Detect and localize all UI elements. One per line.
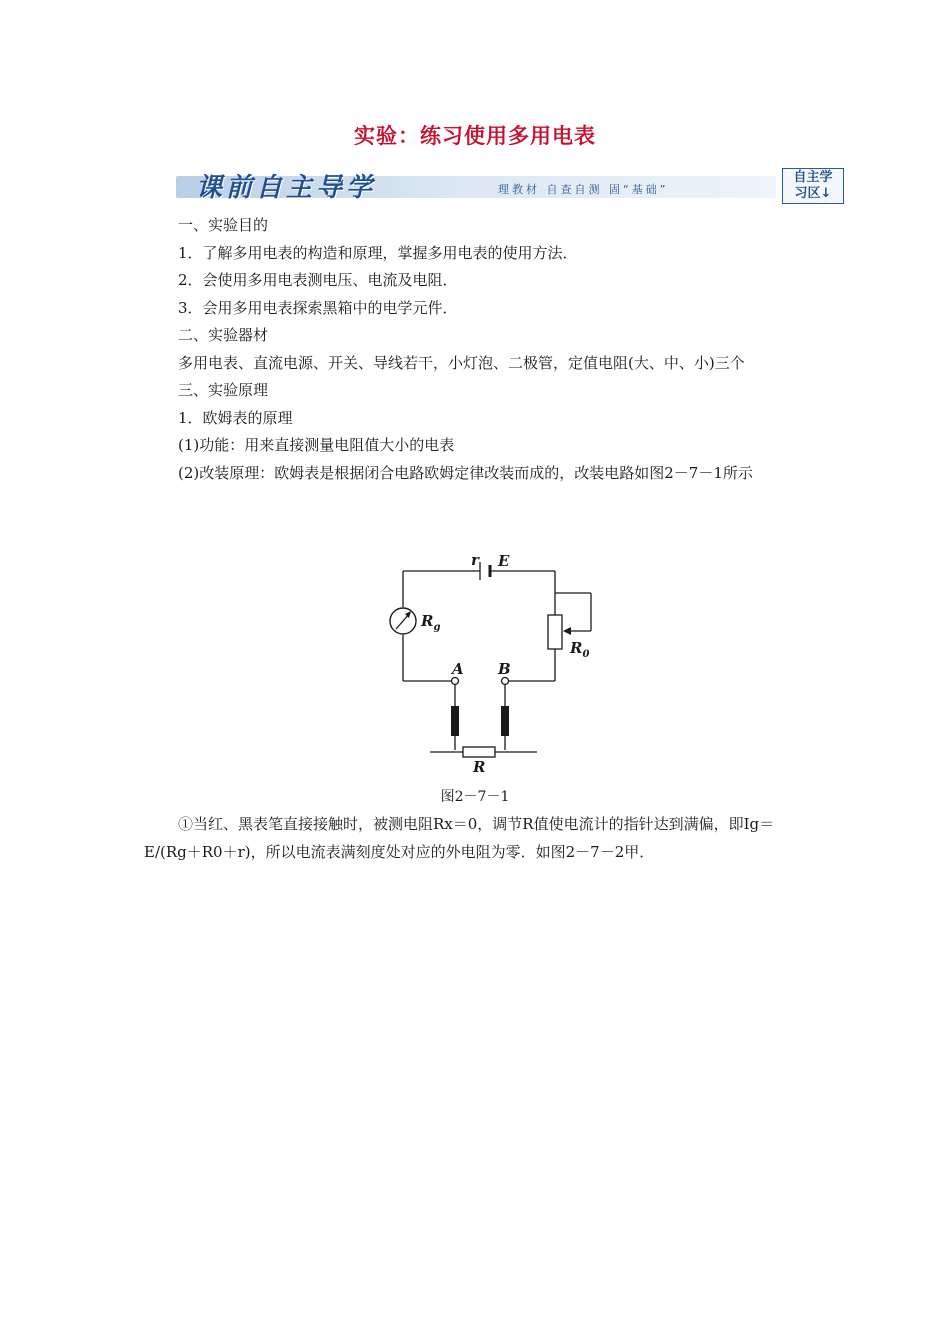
page-title: 实验：练习使用多用电表 [354, 124, 596, 148]
galvanometer-icon [390, 608, 416, 634]
section-banner [176, 166, 850, 208]
label-r0 [569, 639, 589, 660]
label-resistor: R [473, 758, 486, 776]
equipment-list: 多用电表、直流电源、开关、导线若干，小灯泡、二极管，定值电阻(大、中、小)三个 [178, 353, 745, 372]
objective-2: 2．会使用多用电表测电压、电流及电阻． [178, 271, 458, 289]
label-rg-sub: g [433, 622, 441, 633]
label-rg-main: R [421, 612, 434, 630]
banner-heading: 课前自主导学 [196, 173, 377, 203]
principle-ohmmeter: 1．欧姆表的原理 [178, 408, 293, 427]
objective-3: 3．会用多用电表探索黑箱中的电学元件． [178, 298, 458, 317]
label-e: E [498, 552, 510, 570]
objective-1: 1．了解多用电表的构造和原理，掌握多用电表的使用方法． [178, 243, 578, 262]
self-study-badge[interactable] [782, 168, 844, 204]
probe-leads [455, 685, 505, 750]
main-text [144, 212, 809, 487]
main-text-continued [144, 811, 809, 866]
principle-function: (1)功能：用来直接测量电阻值大小的电表 [178, 436, 455, 454]
paragraph-zero-adjust: ①当红、黑表笔直接接触时，被测电阻Rx＝0，调节R值使电流计的指针达到满偏，即Ig＝E/(Rg＋R0＋r)，所以电流表满刻度处对应的外电阻为零．如图2－7－2甲． [144, 815, 775, 861]
red-probe-icon [451, 706, 459, 736]
resistor-r-icon [463, 747, 495, 757]
heading-principle: 三、实验原理 [178, 381, 269, 399]
terminal-a-icon [452, 678, 459, 685]
principle-conversion: (2)改装原理：欧姆表是根据闭合电路欧姆定律改装而成的，改装电路如图2－7－1所示 [178, 463, 753, 482]
rheostat-icon [548, 615, 562, 649]
badge-line-2: 习区↓ [794, 186, 832, 201]
label-rg [420, 612, 440, 633]
battery-icon [480, 562, 490, 580]
badge-line-1: 自主学 [793, 170, 833, 185]
label-r0-sub: 0 [582, 649, 590, 660]
label-b: B [498, 660, 511, 678]
label-r: r [471, 551, 479, 569]
label-a: A [452, 660, 464, 678]
terminal-b-icon [502, 678, 509, 685]
heading-equipment: 二、实验器材 [178, 326, 269, 344]
banner-subtitle: 理教材 自查自测 固“基础” [498, 183, 669, 196]
label-r0-main: R [570, 639, 583, 657]
circuit-components [385, 550, 605, 780]
black-probe-icon [501, 706, 509, 736]
figure-caption: 图2－7－1 [440, 789, 510, 805]
heading-objective: 一、实验目的 [178, 216, 269, 234]
